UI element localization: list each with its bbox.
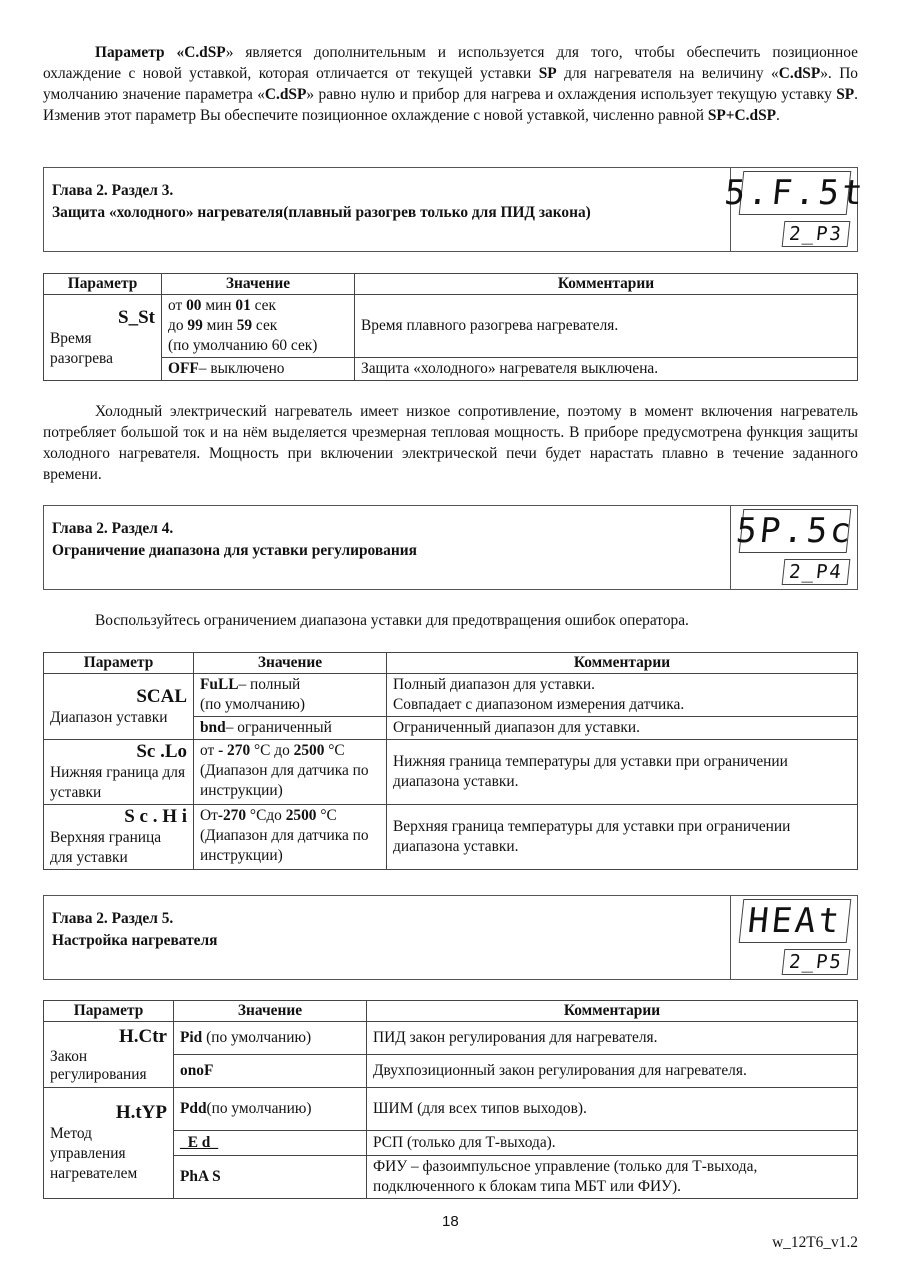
section-heading <box>52 518 417 562</box>
column-header-value: Значение <box>194 653 387 674</box>
table-row <box>44 358 858 381</box>
body-paragraph <box>43 610 858 631</box>
value-sec: 01 <box>235 297 251 314</box>
param-cell <box>44 295 162 381</box>
param-name: Нижняя граница для уставки <box>50 764 186 801</box>
table-header-row <box>44 653 858 674</box>
section-title: Защита «холодного» нагревателя(плавный разогрев только для ПИД закона) <box>52 204 591 221</box>
section-header-2-3 <box>43 167 868 252</box>
text: ». По умолчанию значение параметра « <box>43 65 858 103</box>
text: мин <box>202 317 237 334</box>
body-paragraph <box>43 401 858 485</box>
param-sp: SP <box>538 65 557 82</box>
param-code: S_St <box>118 306 155 328</box>
param-cell <box>44 1022 174 1088</box>
param-name: Закон регулирования <box>50 1047 147 1083</box>
comment-cell: РСП (только для Т-выхода). <box>367 1131 858 1156</box>
value-min: 00 <box>186 297 202 314</box>
section-heading <box>52 180 591 224</box>
comment-cell: Защита «холодного» нагревателя выключена. <box>355 358 858 381</box>
value-sec: 59 <box>236 317 253 334</box>
text: – выключено <box>198 360 285 377</box>
lcd-display-main: HEAt <box>739 899 852 943</box>
table-row <box>44 1022 858 1055</box>
param-c-dsp: C.dSP <box>184 44 226 61</box>
default-note: (по умолчанию 60 сек) <box>168 337 318 354</box>
column-header-value: Значение <box>174 1001 367 1022</box>
divider <box>730 506 731 589</box>
value-cell <box>194 674 387 717</box>
param-code: SCAL <box>136 685 187 707</box>
value-cell <box>194 717 387 740</box>
column-header-param: Параметр <box>44 653 194 674</box>
value-min: 99 <box>187 317 203 334</box>
param-code: S c . H i <box>124 806 187 827</box>
text: – ограниченный <box>225 719 332 736</box>
parameter-table-setpoint-scale <box>43 652 858 870</box>
value-min: -270 <box>217 807 247 824</box>
comment-cell: ФИУ – фазоимпульсное управление (только для Т-выхода, подключенного к блокам типа МБТ или ФИУ). <box>367 1156 858 1199</box>
text: . <box>776 107 780 124</box>
value-min: - 270 <box>218 742 251 759</box>
section-chapter: Глава 2. Раздел 5. <box>52 910 174 927</box>
value-code: Pdd <box>180 1100 207 1117</box>
comment-cell: Нижняя граница температуры для уставки при ограничении диапазона уставки. <box>387 740 858 805</box>
text: от <box>168 297 187 314</box>
param-c-dsp: C.dSP <box>778 65 821 82</box>
value-code: _E d_ <box>180 1134 219 1151</box>
comment-cell: ПИД закон регулирования для нагревателя. <box>367 1022 858 1055</box>
value-cell <box>174 1156 367 1199</box>
table-row <box>44 740 858 805</box>
value-max: 2500 <box>293 742 325 759</box>
value-cell <box>162 358 355 381</box>
text: Холодный электрический нагреватель имеет низкое сопротивление, поэтому в момент включения нагреватель потребляет большой ток и на нём выделяется чрезмерная тепловая мощность. В приборе предусмотрена функция защиты холодного нагревателя. Мощность при включении электрической печи будет нарастать плавно в течение заданного времени. <box>43 403 858 483</box>
text: для нагревателя на величину « <box>556 65 779 82</box>
text: Полный диапазон для уставки. <box>393 676 596 693</box>
parameter-table-heater <box>43 1000 858 1199</box>
section-title: Ограничение диапазона для уставки регулирования <box>52 542 417 559</box>
column-header-comment: Комментарии <box>367 1001 858 1022</box>
value-code: FuLL <box>200 676 239 693</box>
section-chapter: Глава 2. Раздел 3. <box>52 182 174 199</box>
value-code: onoF <box>180 1062 214 1079</box>
text: (по умолчанию) <box>202 1029 312 1046</box>
param-c-dsp: C.dSP <box>264 86 307 103</box>
text: °С до <box>250 742 294 759</box>
param-code: H.Ctr <box>118 1025 167 1047</box>
param-name: Метод управления нагревателем <box>50 1125 138 1182</box>
value-cell <box>174 1088 367 1131</box>
text: сек <box>252 317 278 334</box>
value-code: bnd <box>200 719 226 736</box>
divider <box>730 896 731 979</box>
range-note: (Диапазон для датчика по инструкции) <box>200 762 369 799</box>
text: » является дополнительным и используется для того, чтобы обеспечить позиционное охлаждение с новой уставкой, которая отличается от текущей уставки <box>43 44 858 82</box>
text: От <box>200 807 218 824</box>
column-header-comment: Комментарии <box>387 653 858 674</box>
table-header-row <box>44 274 858 295</box>
text: °Сдо <box>246 807 286 824</box>
column-header-value: Значение <box>162 274 355 295</box>
table-row <box>44 674 858 717</box>
section-heading <box>52 908 217 952</box>
comment-cell: Время плавного разогрева нагревателя. <box>355 295 858 358</box>
table-row <box>44 295 858 358</box>
lcd-display-main: 5P.5c <box>734 511 856 551</box>
param-name: Диапазон уставки <box>50 708 168 726</box>
column-header-param: Параметр <box>44 274 162 295</box>
comment-cell <box>387 674 858 717</box>
section-header-2-5 <box>43 895 858 980</box>
text: » равно нулю и прибор для нагрева и охлаждения использует текущую уставку <box>306 86 837 103</box>
lcd-display-main: 5.F.5t <box>722 173 868 213</box>
text: Совпадает с диапазоном измерения датчика. <box>393 696 685 713</box>
value-cell <box>174 1131 367 1156</box>
param-cell <box>44 805 194 870</box>
page-number: 18 <box>442 1213 459 1230</box>
table-header-row <box>44 1001 858 1022</box>
text: °С <box>316 807 337 824</box>
param-cell <box>44 740 194 805</box>
value-cell <box>162 295 355 358</box>
value-code: Pid <box>180 1029 203 1046</box>
table-row <box>44 1088 858 1131</box>
value-code: OFF <box>168 360 199 377</box>
param-code: Sc .Lo <box>136 741 187 762</box>
text: (по умолчанию) <box>206 1100 312 1117</box>
column-header-comment: Комментарии <box>355 274 858 295</box>
param-sp: SP <box>836 86 855 103</box>
text: Воспользуйтесь ограничением диапазона уставки для предотвращения ошибок оператора. <box>95 612 689 629</box>
range-note: (Диапазон для датчика по инструкции) <box>200 827 369 864</box>
intro-paragraph <box>43 42 858 126</box>
comment-cell: Двухпозиционный закон регулирования для нагревателя. <box>367 1055 858 1088</box>
parameter-table-s-st <box>43 273 858 381</box>
comment-cell: Ограниченный диапазон для уставки. <box>387 717 858 740</box>
comment-cell: Верхняя граница температуры для уставки при ограничении диапазона уставки. <box>387 805 858 870</box>
value-cell <box>174 1055 367 1088</box>
section-header-2-4 <box>43 505 858 590</box>
document-code: w_12T6_v1.2 <box>772 1234 858 1251</box>
param-cell <box>44 1088 174 1199</box>
section-chapter: Глава 2. Раздел 4. <box>52 520 174 537</box>
text: сек <box>250 297 276 314</box>
text: °С <box>324 742 345 759</box>
lcd-display-sub: 2_P4 <box>782 559 851 585</box>
text: до <box>168 317 188 334</box>
comment-cell: ШИМ (для всех типов выходов). <box>367 1088 858 1131</box>
param-code: H.tYP <box>115 1102 167 1123</box>
value-cell <box>194 805 387 870</box>
default-note: (по умолчанию) <box>200 696 305 713</box>
text: – полный <box>238 676 301 693</box>
text: . Изменив этот параметр Вы обеспечите позиционное охлаждение с новой уставкой, численно равной <box>43 86 859 124</box>
value-cell <box>174 1022 367 1055</box>
text: мин <box>201 297 236 314</box>
value-cell <box>194 740 387 805</box>
table-row <box>44 805 858 870</box>
column-header-param: Параметр <box>44 1001 174 1022</box>
param-name: Верхняя граница для уставки <box>50 829 162 866</box>
param-sum: SP+C.dSP <box>707 107 777 124</box>
lcd-display-sub: 2_P5 <box>782 949 851 975</box>
param-cell <box>44 674 194 740</box>
section-title: Настройка нагревателя <box>52 932 218 949</box>
value-code: PhA S <box>180 1168 221 1185</box>
param-name: Время разогрева <box>50 329 113 367</box>
lcd-display-sub: 2_P3 <box>782 221 851 247</box>
text: Параметр « <box>95 44 185 61</box>
value-max: 2500 <box>285 807 317 824</box>
text: от <box>200 742 219 759</box>
